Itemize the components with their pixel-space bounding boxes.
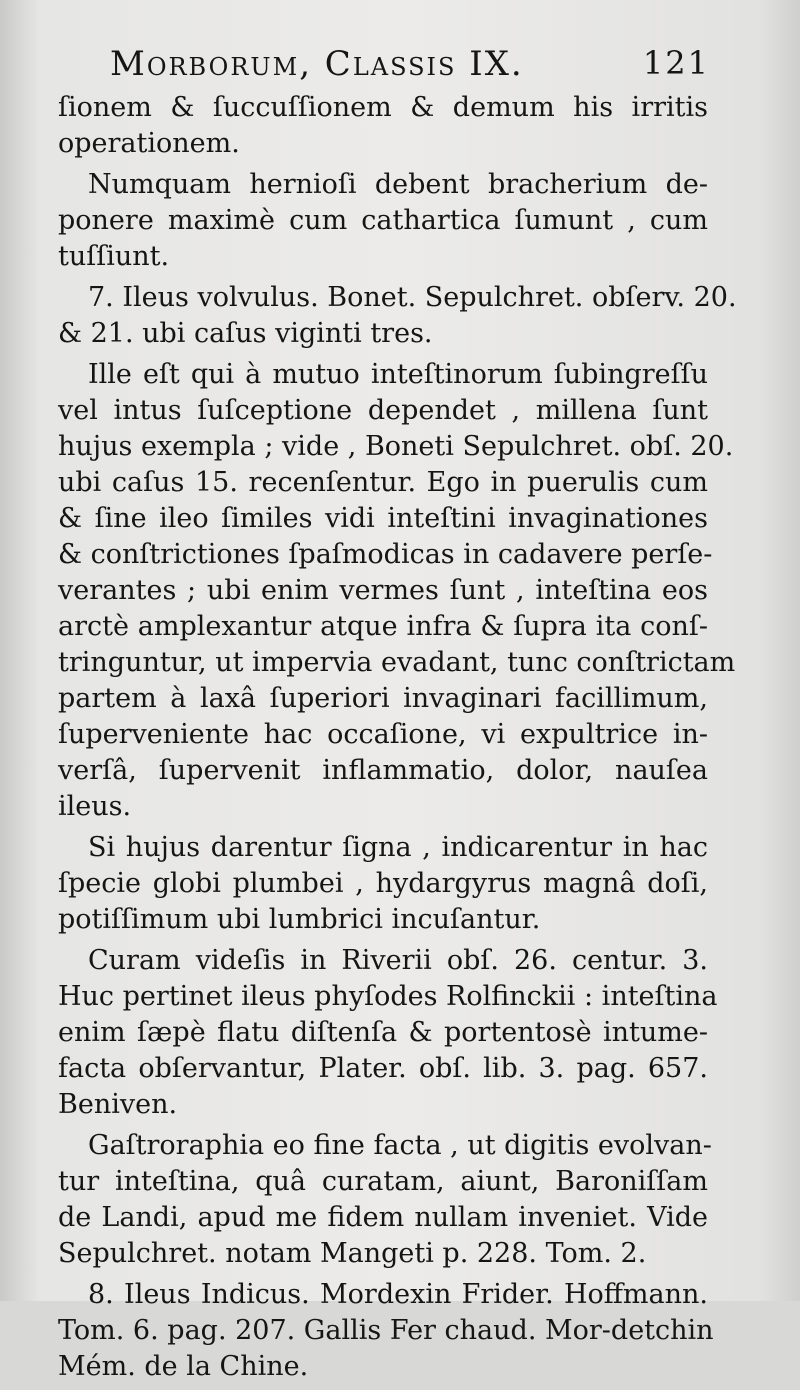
text-line: vel intus ſuſceptione dependet , millena ſunt xyxy=(58,395,708,426)
paragraph xyxy=(58,90,708,162)
text-line: ileus. xyxy=(58,791,132,822)
paragraph xyxy=(58,167,708,275)
text-line: potiſſimum ubi lumbrici incuſantur. xyxy=(58,904,541,935)
text-line: & 21. ubi caſus viginti tres. xyxy=(58,318,433,349)
text-line: Numquam hernioſi debent bracherium de- xyxy=(88,169,708,200)
text-line: ſpecie globi plumbei , hydargyrus magnâ doſi, xyxy=(58,868,708,899)
paragraph xyxy=(58,943,718,1123)
text-line: Tom. 6. pag. 207. Gallis Fer chaud. Mor-detchin xyxy=(58,1315,714,1346)
text-line: 7. Ileus volvulus. Bonet. Sepulchret. obſerv. 20. xyxy=(88,282,737,313)
text-line: tringuntur, ut impervia evadant, tunc conſtrictam xyxy=(58,647,736,678)
text-line: facta obſervantur, Plater. obſ. lib. 3. pag. 657. xyxy=(58,1053,708,1084)
text-line: enim ſæpè flatu diſtenſa & portentosè intume- xyxy=(58,1017,708,1048)
running-head xyxy=(110,44,710,94)
text-line: Mém. de la Chine. xyxy=(58,1351,309,1382)
text-line: Sepulchret. notam Mangeti p. 228. Tom. 2. xyxy=(58,1238,647,1269)
text-line: tuſſiunt. xyxy=(58,241,170,272)
running-head-title: Morborum, Classis IX. xyxy=(110,44,524,84)
text-line: ponere maximè cum cathartica ſumunt , cum xyxy=(58,205,708,236)
text-line: & ſine ileo ſimiles vidi inteſtini invaginationes xyxy=(58,503,708,534)
text-line: partem à laxâ ſuperiori invaginari facillimum, xyxy=(58,683,708,714)
text-line: verſâ, ſupervenit inflammatio, dolor, nauſea xyxy=(58,755,708,786)
text-line: ſionem & ſuccuſſionem & demum his irritis xyxy=(58,92,708,123)
text-line: Beniven. xyxy=(58,1089,178,1120)
page-number: 121 xyxy=(642,44,710,82)
paragraph xyxy=(58,1277,714,1385)
paragraph xyxy=(58,357,736,825)
body-text xyxy=(58,90,737,1390)
text-line: ubi caſus 15. recenſentur. Ego in puerulis cum xyxy=(58,467,708,498)
paragraph xyxy=(58,280,737,352)
paragraph xyxy=(58,830,708,938)
text-line: Si hujus darentur ſigna , indicarentur in hac xyxy=(88,832,708,863)
text-line: Ille eſt qui à mutuo inteſtinorum ſubingreſſu xyxy=(88,359,708,390)
text-line: hujus exempla ; vide , Boneti Sepulchret. obſ. 20. xyxy=(58,431,734,462)
text-line: & conſtrictiones ſpaſmodicas in cadavere perſe- xyxy=(58,539,713,570)
text-line: verantes ; ubi enim vermes ſunt , inteſtina eos xyxy=(58,575,708,606)
text-line: Curam videſis in Riverii obſ. 26. centur. 3. xyxy=(88,945,708,976)
text-line: Gaſtroraphia eo fine facta , ut digitis evolvan- xyxy=(88,1130,712,1161)
text-line: ſuperveniente hac occaſione, vi expultrice in- xyxy=(58,719,708,750)
text-line: tur inteſtina, quâ curatam, aiunt, Baroniſſam xyxy=(58,1166,708,1197)
text-line: arctè amplexantur atque infra & ſupra ita conſ- xyxy=(58,611,708,642)
paragraph xyxy=(58,1128,712,1272)
text-line: de Landi, apud me fidem nullam inveniet. Vide xyxy=(58,1202,708,1233)
text-line: 8. Ileus Indicus. Mordexin Frider. Hoffmann. xyxy=(88,1279,708,1310)
text-line: Huc pertinet ileus phyſodes Rolfinckii : inteſtina xyxy=(58,981,718,1012)
text-line: operationem. xyxy=(58,128,240,159)
